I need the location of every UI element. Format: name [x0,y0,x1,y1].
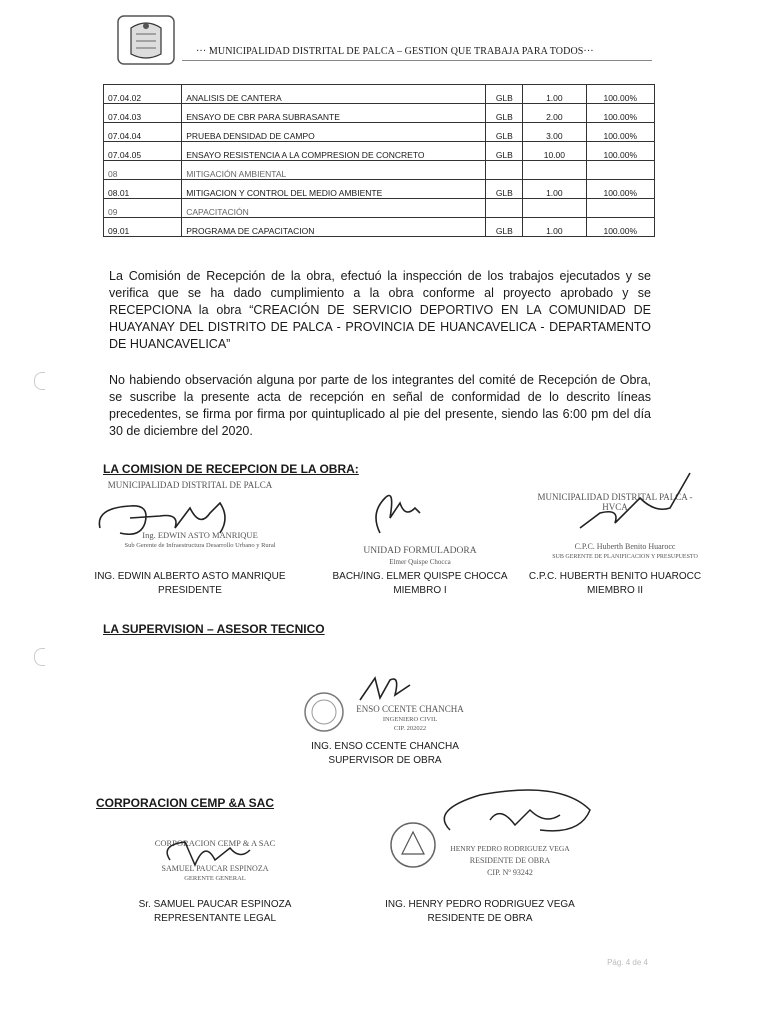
cell-pct [586,199,654,218]
cell-code: 07.04.04 [104,123,182,142]
cell-pct: 100.00% [586,142,654,161]
table-row [104,180,655,199]
stamp-cip: CIP. 202022 [393,725,427,732]
cell-qty [523,161,586,180]
cell-unit: GLB [486,218,523,237]
stamp-name: HENRY PEDRO RODRIGUEZ VEGA [450,844,570,853]
signatory-name: ING. EDWIN ALBERTO ASTO MANRIQUE [94,571,286,582]
cell-qty: 10.00 [523,142,586,161]
cell-unit: GLB [486,85,523,104]
company-heading: CORPORACION CEMP &A SAC [96,796,275,810]
cell-qty: 3.00 [523,123,586,142]
cell-unit: GLB [486,104,523,123]
signatory-role: MIEMBRO I [393,585,447,596]
signatory-role: SUPERVISOR DE OBRA [328,755,442,766]
signing-paragraph: No habiendo observación alguna por parte de los integrantes del comité de Recepción de Obra, se suscribe la presente acta de recepción en señal de conformidad de lo descrito líneas precedentes, se firma por firma por quintuplicado al pie del presente, siendo las 6:00 pm del día 30 de diciembre del 2020. [109,373,651,438]
signatory-name: ING. ENSO CCENTE CHANCHA [311,741,459,752]
stamp-name: C.P.C. Huberth Benito Huarocc [574,542,676,551]
table-row [104,142,655,161]
stamp-role: Sub Gerente de Infraestructura Desarrollo Urbano y Rural [124,542,276,549]
table-row [104,123,655,142]
stamp-text: UNIDAD FORMULADORA [363,546,477,556]
cell-code: 07.04.02 [104,85,182,104]
stamp-text: MUNICIPALIDAD DISTRITAL PALCA - HVCA [537,492,693,512]
cell-desc: ANALISIS DE CANTERA [182,85,486,104]
reception-paragraph: La Comisión de Recepción de la obra, efectuó la inspección de los trabajos ejecutados y se verifica que se ha dado cumplimiento a la obra conforme al proyecto aprobado y se RECEPCIONA la obra “CREACIÓN DE SERVICIO DEPORTIVO EN LA COMUNIDAD DE HUAYANAY DEL DISTRITO DE PALCA - PROVINCIA DE HUANCAVELICA - DEPARTAMENTO DE HUANCAVELICA” [109,269,651,351]
stamp-role: INGENIERO CIVIL [382,716,438,723]
cell-qty: 1.00 [523,85,586,104]
handwritten-signature [420,780,600,850]
cell-desc: ENSAYO DE CBR PARA SUBRASANTE [182,104,486,123]
cell-code: 07.04.03 [104,104,182,123]
signature-block-president [80,478,300,598]
commission-heading: LA COMISION DE RECEPCION DE LA OBRA: [103,462,359,476]
page-number: Pág. 4 de 4 [607,958,648,967]
signatory-role: REPRESENTANTE LEGAL [153,913,277,924]
stamp-name: SAMUEL PAUCAR ESPINOZA [161,864,269,873]
cell-unit: GLB [486,123,523,142]
cell-code: 07.04.05 [104,142,182,161]
signatory-name: C.P.C. HUBERTH BENITO HUAROCC [528,571,702,582]
cell-unit: GLB [486,142,523,161]
cell-pct: 100.00% [586,123,654,142]
cell-code: 09 [104,199,182,218]
stamp-name: Elmer Quispe Chocca [389,558,451,566]
signatory-role: RESIDENTE DE OBRA [427,913,533,924]
header-divider [182,60,652,61]
signatory-name: Sr. SAMUEL PAUCAR ESPINOZA [138,899,292,910]
stamp-role: RESIDENTE DE OBRA [469,856,551,865]
stamp-text: MUNICIPALIDAD DISTRITAL DE PALCA [107,480,273,490]
stamp-cip: CIP. Nº 93242 [487,868,533,877]
cell-desc: PROGRAMA DE CAPACITACION [182,218,486,237]
signature-block-legal-rep [100,820,330,930]
cell-unit: GLB [486,180,523,199]
items-table [103,84,655,237]
stamp-name: ENSO CCENTE CHANCHA [356,704,464,714]
cell-desc: CAPACITACIÓN [182,199,486,218]
cell-code: 08.01 [104,180,182,199]
signature-block-member2 [510,478,720,598]
cell-unit [486,199,523,218]
table-row [104,104,655,123]
handwritten-signature [560,468,700,548]
table-row [104,199,655,218]
cell-pct [586,161,654,180]
cell-pct: 100.00% [586,218,654,237]
signatory-name: ING. HENRY PEDRO RODRIGUEZ VEGA [385,899,575,910]
header-title: ··· MUNICIPALIDAD DISTRITAL DE PALCA – GESTION QUE TRABAJA PARA TODOS··· [196,46,594,57]
handwritten-signature [360,483,440,543]
signature-block-supervisor [280,670,490,770]
supervision-heading: LA SUPERVISION – ASESOR TECNICO [103,622,325,636]
stamp-name: Ing. EDWIN ASTO MANRIQUE [142,530,258,540]
cell-code: 08 [104,161,182,180]
cell-qty: 1.00 [523,180,586,199]
cell-unit [486,161,523,180]
punch-hole-icon [34,648,45,666]
table-row [104,161,655,180]
signatory-role: PRESIDENTE [158,585,222,596]
cell-qty [523,199,586,218]
table-row [104,218,655,237]
stamp-role: GERENTE GENERAL [184,875,246,882]
cell-pct: 100.00% [586,85,654,104]
cell-desc: ENSAYO RESISTENCIA A LA COMPRESION DE CONCRETO [182,142,486,161]
cell-code: 09.01 [104,218,182,237]
cell-desc: PRUEBA DENSIDAD DE CAMPO [182,123,486,142]
stamp-text: CORPORACION CEMP & A SAC [154,838,276,848]
stamp-role: SUB GERENTE DE PLANIFICACION Y PRESUPUESTO [552,554,698,560]
punch-hole-icon [34,372,45,390]
signature-block-resident [360,780,600,930]
cell-desc: MITIGACION Y CONTROL DEL MEDIO AMBIENTE [182,180,486,199]
cell-desc: MITIGACIÓN AMBIENTAL [182,161,486,180]
cell-pct: 100.00% [586,180,654,199]
municipal-seal-icon [116,14,176,66]
signatory-role: MIEMBRO II [586,585,644,596]
signature-block-member1 [310,478,530,598]
cell-qty: 1.00 [523,218,586,237]
cell-qty: 2.00 [523,104,586,123]
signatory-name: BACH/ING. ELMER QUISPE CHOCCA [332,571,508,582]
cell-pct: 100.00% [586,104,654,123]
table-row [104,85,655,104]
